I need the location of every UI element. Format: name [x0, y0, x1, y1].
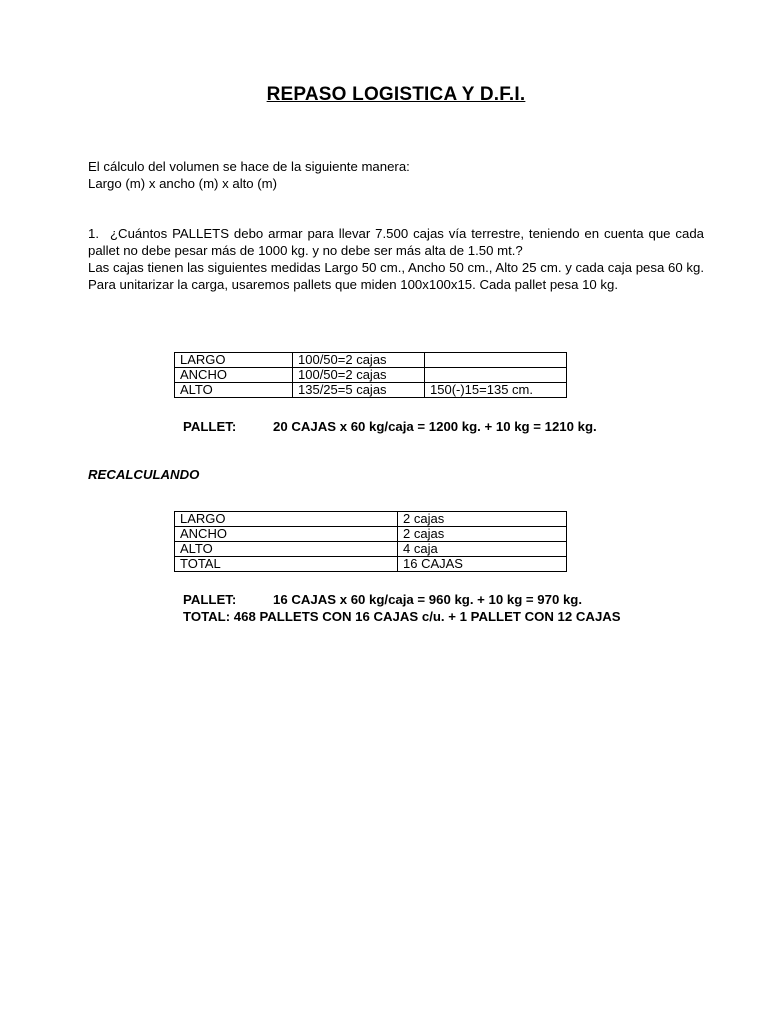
pallet-value: 20 CAJAS x 60 kg/caja = 1200 kg. + 10 kg = 1210 kg.: [273, 419, 597, 434]
table-cell: LARGO: [175, 353, 293, 368]
calculation-table-1: [174, 352, 567, 398]
question-number: 1.: [88, 226, 99, 241]
intro-text: [88, 158, 708, 192]
intro-formula: Largo (m) x ancho (m) x alto (m): [88, 176, 278, 191]
total-result: TOTAL: 468 PALLETS CON 16 CAJAS c/u. + 1 PALLET CON 12 CAJAS: [183, 609, 621, 624]
table-cell: 135/25=5 cajas: [293, 383, 425, 398]
pallet-label: PALLET:: [183, 419, 237, 434]
table-cell: ANCHO: [175, 527, 398, 542]
table-row: [175, 512, 567, 527]
document-title: REPASO LOGISTICA Y D.F.I.: [266, 84, 526, 105]
question-1: [88, 225, 704, 293]
table-cell: 16 CAJAS: [398, 557, 567, 572]
pallet-result-2: [183, 591, 582, 608]
question-1-text: [88, 225, 704, 259]
table-cell: [425, 368, 567, 383]
table-row: [175, 368, 567, 383]
table-cell: 100/50=2 cajas: [293, 353, 425, 368]
intro-line: El cálculo del volumen se hace de la siguiente manera:: [88, 159, 410, 174]
pallet-value: 16 CAJAS x 60 kg/caja = 960 kg. + 10 kg = 970 kg.: [273, 592, 582, 607]
recalc-heading: RECALCULANDO: [88, 467, 200, 482]
table-cell: ALTO: [175, 542, 398, 557]
table-cell: 150(-)15=135 cm.: [425, 383, 567, 398]
question-details: Las cajas tienen las siguientes medidas Largo 50 cm., Ancho 50 cm., Alto 25 cm. y cada caja pesa 60 kg. Para unitarizar la carga, usaremos pallets que miden 100x100x15. Cada pallet pesa 10 kg.: [88, 260, 704, 292]
table-cell: TOTAL: [175, 557, 398, 572]
table-cell: 100/50=2 cajas: [293, 368, 425, 383]
table-cell: 4 caja: [398, 542, 567, 557]
pallet-result-1: [183, 418, 597, 435]
table-row: [175, 353, 567, 368]
table-row: [175, 383, 567, 398]
pallet-label: PALLET:: [183, 592, 237, 607]
table-row: [175, 542, 567, 557]
table-cell: ALTO: [175, 383, 293, 398]
question-statement: ¿Cuántos PALLETS debo armar para llevar 7.500 cajas vía terrestre, teniendo en cuenta que cada pallet no debe pesar más de 1000 kg. y no debe ser más alta de 1.50 mt.?: [88, 226, 704, 258]
table-cell: 2 cajas: [398, 527, 567, 542]
table-cell: 2 cajas: [398, 512, 567, 527]
table-row: [175, 557, 567, 572]
table-cell: LARGO: [175, 512, 398, 527]
table-cell: [425, 353, 567, 368]
calculation-table-2: [174, 511, 567, 572]
table-cell: ANCHO: [175, 368, 293, 383]
table-row: [175, 527, 567, 542]
